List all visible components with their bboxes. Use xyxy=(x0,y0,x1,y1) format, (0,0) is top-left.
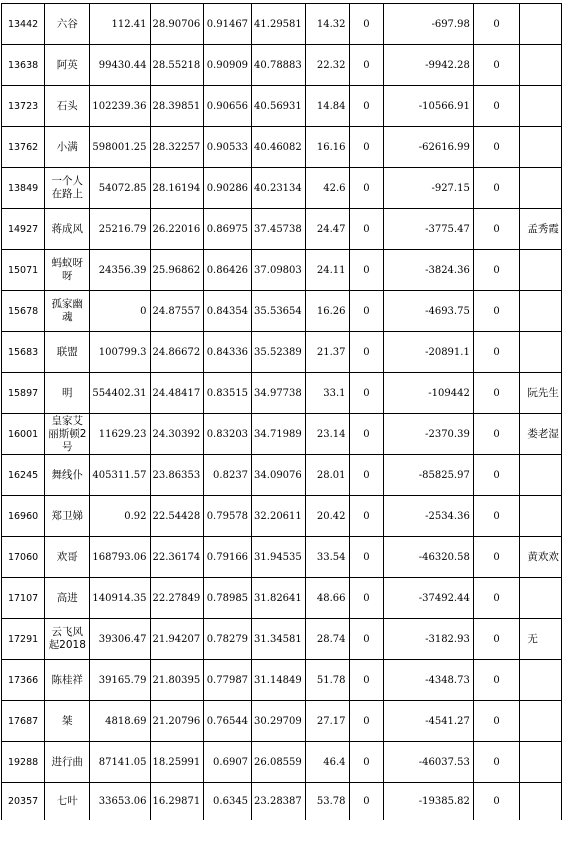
cell-value-7: -46320.58 xyxy=(384,537,474,578)
cell-value-5: 33.1 xyxy=(305,373,349,414)
cell-value-7: -4693.75 xyxy=(384,291,474,332)
cell-value-5: 27.17 xyxy=(305,701,349,742)
cell-value-6: 0 xyxy=(349,209,384,250)
cell-value-8: 0 xyxy=(473,291,520,332)
cell-value-2: 25.96862 xyxy=(150,250,204,291)
cell-value-1: 112.41 xyxy=(90,4,150,45)
cell-value-6: 0 xyxy=(349,291,384,332)
cell-value-8: 0 xyxy=(473,45,520,86)
cell-value-8: 0 xyxy=(473,578,520,619)
cell-note xyxy=(520,127,562,168)
cell-note xyxy=(520,578,562,619)
cell-id: 13723 xyxy=(2,86,45,127)
cell-value-8: 0 xyxy=(473,496,520,537)
cell-value-3: 0.78985 xyxy=(204,578,252,619)
cell-value-2: 21.80395 xyxy=(150,660,204,701)
cell-value-6: 0 xyxy=(349,783,384,820)
cell-value-8: 0 xyxy=(473,537,520,578)
cell-value-3: 0.6345 xyxy=(204,783,252,820)
cell-value-4: 31.94535 xyxy=(252,537,306,578)
table-row xyxy=(2,742,562,783)
cell-value-2: 21.94207 xyxy=(150,619,204,660)
cell-id: 13849 xyxy=(2,168,45,209)
cell-id: 19288 xyxy=(2,742,45,783)
cell-value-3: 0.83203 xyxy=(204,414,252,455)
cell-value-3: 0.79578 xyxy=(204,496,252,537)
cell-name: 阿英 xyxy=(45,45,90,86)
cell-name: 欢哥 xyxy=(45,537,90,578)
cell-value-5: 20.42 xyxy=(305,496,349,537)
cell-name: 桀 xyxy=(45,701,90,742)
cell-name: 舞线仆 xyxy=(45,455,90,496)
cell-value-7: -3775.47 xyxy=(384,209,474,250)
cell-value-1: 554402.31 xyxy=(90,373,150,414)
cell-value-2: 24.30392 xyxy=(150,414,204,455)
table-row xyxy=(2,455,562,496)
cell-value-5: 24.47 xyxy=(305,209,349,250)
cell-value-7: -9942.28 xyxy=(384,45,474,86)
cell-value-8: 0 xyxy=(473,250,520,291)
cell-name: 皇家艾丽斯顿2号 xyxy=(45,414,90,455)
cell-note xyxy=(520,291,562,332)
cell-value-2: 28.55218 xyxy=(150,45,204,86)
cell-value-5: 21.37 xyxy=(305,332,349,373)
cell-value-1: 87141.05 xyxy=(90,742,150,783)
cell-value-2: 28.32257 xyxy=(150,127,204,168)
cell-value-1: 24356.39 xyxy=(90,250,150,291)
cell-value-7: -62616.99 xyxy=(384,127,474,168)
cell-value-3: 0.90286 xyxy=(204,168,252,209)
cell-id: 17060 xyxy=(2,537,45,578)
cell-id: 20357 xyxy=(2,783,45,820)
cell-id: 17107 xyxy=(2,578,45,619)
cell-value-6: 0 xyxy=(349,250,384,291)
cell-value-5: 14.32 xyxy=(305,4,349,45)
cell-note xyxy=(520,250,562,291)
cell-value-1: 99430.44 xyxy=(90,45,150,86)
cell-value-3: 0.84336 xyxy=(204,332,252,373)
cell-value-6: 0 xyxy=(349,45,384,86)
cell-value-6: 0 xyxy=(349,414,384,455)
cell-value-8: 0 xyxy=(473,742,520,783)
cell-id: 15897 xyxy=(2,373,45,414)
cell-name: 六谷 xyxy=(45,4,90,45)
cell-name: 明 xyxy=(45,373,90,414)
cell-value-3: 0.77987 xyxy=(204,660,252,701)
cell-value-1: 39306.47 xyxy=(90,619,150,660)
cell-value-2: 21.20796 xyxy=(150,701,204,742)
cell-id: 16001 xyxy=(2,414,45,455)
cell-value-5: 14.84 xyxy=(305,86,349,127)
cell-value-7: -3182.93 xyxy=(384,619,474,660)
cell-value-3: 0.79166 xyxy=(204,537,252,578)
cell-value-7: -10566.91 xyxy=(384,86,474,127)
table-row xyxy=(2,209,562,250)
table-row xyxy=(2,578,562,619)
cell-note: 孟秀霞 xyxy=(520,209,562,250)
cell-value-1: 102239.36 xyxy=(90,86,150,127)
cell-value-1: 0.92 xyxy=(90,496,150,537)
cell-value-6: 0 xyxy=(349,86,384,127)
cell-id: 13638 xyxy=(2,45,45,86)
cell-value-8: 0 xyxy=(473,619,520,660)
cell-value-5: 28.74 xyxy=(305,619,349,660)
cell-value-7: -20891.1 xyxy=(384,332,474,373)
cell-value-7: -2370.39 xyxy=(384,414,474,455)
cell-note xyxy=(520,496,562,537)
cell-id: 17291 xyxy=(2,619,45,660)
table-row xyxy=(2,537,562,578)
cell-value-4: 30.29709 xyxy=(252,701,306,742)
cell-value-8: 0 xyxy=(473,209,520,250)
cell-value-5: 22.32 xyxy=(305,45,349,86)
cell-value-1: 168793.06 xyxy=(90,537,150,578)
cell-note xyxy=(520,742,562,783)
cell-value-4: 40.46082 xyxy=(252,127,306,168)
cell-value-1: 598001.25 xyxy=(90,127,150,168)
cell-value-3: 0.90909 xyxy=(204,45,252,86)
cell-value-4: 34.71989 xyxy=(252,414,306,455)
cell-value-1: 33653.06 xyxy=(90,783,150,820)
cell-value-1: 100799.3 xyxy=(90,332,150,373)
cell-value-3: 0.76544 xyxy=(204,701,252,742)
cell-value-5: 16.16 xyxy=(305,127,349,168)
cell-value-3: 0.8237 xyxy=(204,455,252,496)
table-row xyxy=(2,701,562,742)
cell-value-1: 54072.85 xyxy=(90,168,150,209)
cell-value-8: 0 xyxy=(473,455,520,496)
cell-value-4: 40.78883 xyxy=(252,45,306,86)
cell-name: 一个人在路上 xyxy=(45,168,90,209)
cell-value-8: 0 xyxy=(473,86,520,127)
cell-value-5: 33.54 xyxy=(305,537,349,578)
cell-value-4: 40.56931 xyxy=(252,86,306,127)
cell-value-5: 28.01 xyxy=(305,455,349,496)
cell-value-5: 23.14 xyxy=(305,414,349,455)
cell-value-4: 23.28387 xyxy=(252,783,306,820)
cell-value-2: 24.87557 xyxy=(150,291,204,332)
cell-name: 联盟 xyxy=(45,332,90,373)
table-row xyxy=(2,373,562,414)
cell-value-1: 405311.57 xyxy=(90,455,150,496)
cell-value-7: -2534.36 xyxy=(384,496,474,537)
cell-value-2: 24.48417 xyxy=(150,373,204,414)
cell-value-6: 0 xyxy=(349,127,384,168)
cell-note: 娄老湿 xyxy=(520,414,562,455)
cell-value-1: 4818.69 xyxy=(90,701,150,742)
cell-value-6: 0 xyxy=(349,619,384,660)
cell-name: 蚂蚁呀呀 xyxy=(45,250,90,291)
table-row xyxy=(2,4,562,45)
cell-value-6: 0 xyxy=(349,373,384,414)
cell-value-6: 0 xyxy=(349,578,384,619)
cell-value-8: 0 xyxy=(473,783,520,820)
cell-note xyxy=(520,4,562,45)
cell-value-7: -4348.73 xyxy=(384,660,474,701)
cell-id: 15683 xyxy=(2,332,45,373)
cell-value-3: 0.86426 xyxy=(204,250,252,291)
cell-value-2: 26.22016 xyxy=(150,209,204,250)
cell-value-5: 46.4 xyxy=(305,742,349,783)
table-row xyxy=(2,660,562,701)
cell-value-7: -46037.53 xyxy=(384,742,474,783)
cell-value-3: 0.91467 xyxy=(204,4,252,45)
cell-value-2: 28.39851 xyxy=(150,86,204,127)
cell-value-1: 39165.79 xyxy=(90,660,150,701)
cell-name: 陈桂祥 xyxy=(45,660,90,701)
cell-value-8: 0 xyxy=(473,168,520,209)
cell-value-7: -85825.97 xyxy=(384,455,474,496)
table-row xyxy=(2,783,562,820)
cell-note xyxy=(520,455,562,496)
cell-id: 13762 xyxy=(2,127,45,168)
cell-value-7: -3824.36 xyxy=(384,250,474,291)
cell-value-8: 0 xyxy=(473,701,520,742)
cell-value-5: 53.78 xyxy=(305,783,349,820)
cell-value-4: 32.20611 xyxy=(252,496,306,537)
cell-value-1: 25216.79 xyxy=(90,209,150,250)
table-row xyxy=(2,496,562,537)
table-row xyxy=(2,250,562,291)
cell-value-1: 140914.35 xyxy=(90,578,150,619)
cell-name: 石头 xyxy=(45,86,90,127)
cell-value-7: -109442 xyxy=(384,373,474,414)
cell-value-4: 34.97738 xyxy=(252,373,306,414)
cell-value-2: 23.86353 xyxy=(150,455,204,496)
cell-value-4: 31.14849 xyxy=(252,660,306,701)
cell-name: 郑卫娣 xyxy=(45,496,90,537)
cell-value-5: 51.78 xyxy=(305,660,349,701)
cell-value-6: 0 xyxy=(349,742,384,783)
cell-value-4: 41.29581 xyxy=(252,4,306,45)
cell-id: 14927 xyxy=(2,209,45,250)
cell-value-5: 16.26 xyxy=(305,291,349,332)
cell-name: 云飞风起2018 xyxy=(45,619,90,660)
cell-note: 阮先生 xyxy=(520,373,562,414)
cell-value-2: 18.25991 xyxy=(150,742,204,783)
cell-value-4: 40.23134 xyxy=(252,168,306,209)
table-row xyxy=(2,86,562,127)
cell-id: 13442 xyxy=(2,4,45,45)
cell-name: 小满 xyxy=(45,127,90,168)
cell-note: 无 xyxy=(520,619,562,660)
table-body xyxy=(2,4,562,820)
cell-id: 17687 xyxy=(2,701,45,742)
cell-value-6: 0 xyxy=(349,455,384,496)
data-table xyxy=(1,3,562,820)
table-row xyxy=(2,45,562,86)
cell-name: 七叶 xyxy=(45,783,90,820)
cell-value-2: 16.29871 xyxy=(150,783,204,820)
cell-value-2: 24.86672 xyxy=(150,332,204,373)
cell-value-4: 31.82641 xyxy=(252,578,306,619)
cell-value-1: 11629.23 xyxy=(90,414,150,455)
cell-note xyxy=(520,783,562,820)
cell-value-4: 35.52389 xyxy=(252,332,306,373)
cell-value-2: 22.27849 xyxy=(150,578,204,619)
cell-value-6: 0 xyxy=(349,660,384,701)
cell-value-3: 0.90533 xyxy=(204,127,252,168)
cell-id: 15678 xyxy=(2,291,45,332)
cell-value-6: 0 xyxy=(349,4,384,45)
cell-value-5: 48.66 xyxy=(305,578,349,619)
cell-id: 16960 xyxy=(2,496,45,537)
cell-value-8: 0 xyxy=(473,332,520,373)
cell-value-8: 0 xyxy=(473,373,520,414)
cell-value-6: 0 xyxy=(349,701,384,742)
cell-value-3: 0.90656 xyxy=(204,86,252,127)
cell-value-4: 31.34581 xyxy=(252,619,306,660)
cell-value-7: -697.98 xyxy=(384,4,474,45)
cell-id: 16245 xyxy=(2,455,45,496)
cell-value-4: 26.08559 xyxy=(252,742,306,783)
cell-value-3: 0.6907 xyxy=(204,742,252,783)
cell-value-2: 28.16194 xyxy=(150,168,204,209)
cell-value-2: 22.54428 xyxy=(150,496,204,537)
cell-value-8: 0 xyxy=(473,414,520,455)
table-row xyxy=(2,168,562,209)
cell-note xyxy=(520,701,562,742)
table-row xyxy=(2,414,562,455)
cell-value-4: 37.45738 xyxy=(252,209,306,250)
cell-value-8: 0 xyxy=(473,127,520,168)
cell-value-6: 0 xyxy=(349,168,384,209)
cell-value-2: 22.36174 xyxy=(150,537,204,578)
cell-value-7: -4541.27 xyxy=(384,701,474,742)
cell-note: 黄欢欢 xyxy=(520,537,562,578)
table-row xyxy=(2,291,562,332)
cell-note xyxy=(520,86,562,127)
cell-value-5: 24.11 xyxy=(305,250,349,291)
cell-id: 17366 xyxy=(2,660,45,701)
cell-id: 15071 xyxy=(2,250,45,291)
cell-value-3: 0.86975 xyxy=(204,209,252,250)
cell-value-3: 0.78279 xyxy=(204,619,252,660)
cell-name: 孤家幽魂 xyxy=(45,291,90,332)
cell-name: 蒋成风 xyxy=(45,209,90,250)
cell-value-3: 0.83515 xyxy=(204,373,252,414)
cell-value-6: 0 xyxy=(349,496,384,537)
cell-value-4: 37.09803 xyxy=(252,250,306,291)
cell-note xyxy=(520,660,562,701)
cell-note xyxy=(520,168,562,209)
cell-value-7: -37492.44 xyxy=(384,578,474,619)
cell-value-4: 34.09076 xyxy=(252,455,306,496)
cell-value-3: 0.84354 xyxy=(204,291,252,332)
cell-value-8: 0 xyxy=(473,660,520,701)
table-row xyxy=(2,619,562,660)
cell-value-4: 35.53654 xyxy=(252,291,306,332)
cell-value-2: 28.90706 xyxy=(150,4,204,45)
cell-name: 进行曲 xyxy=(45,742,90,783)
cell-value-5: 42.6 xyxy=(305,168,349,209)
table-row xyxy=(2,127,562,168)
cell-value-7: -19385.82 xyxy=(384,783,474,820)
cell-value-6: 0 xyxy=(349,332,384,373)
cell-value-7: -927.15 xyxy=(384,168,474,209)
cell-value-1: 0 xyxy=(90,291,150,332)
cell-value-6: 0 xyxy=(349,537,384,578)
cell-note xyxy=(520,45,562,86)
cell-name: 高进 xyxy=(45,578,90,619)
cell-note xyxy=(520,332,562,373)
table-row xyxy=(2,332,562,373)
cell-value-8: 0 xyxy=(473,4,520,45)
